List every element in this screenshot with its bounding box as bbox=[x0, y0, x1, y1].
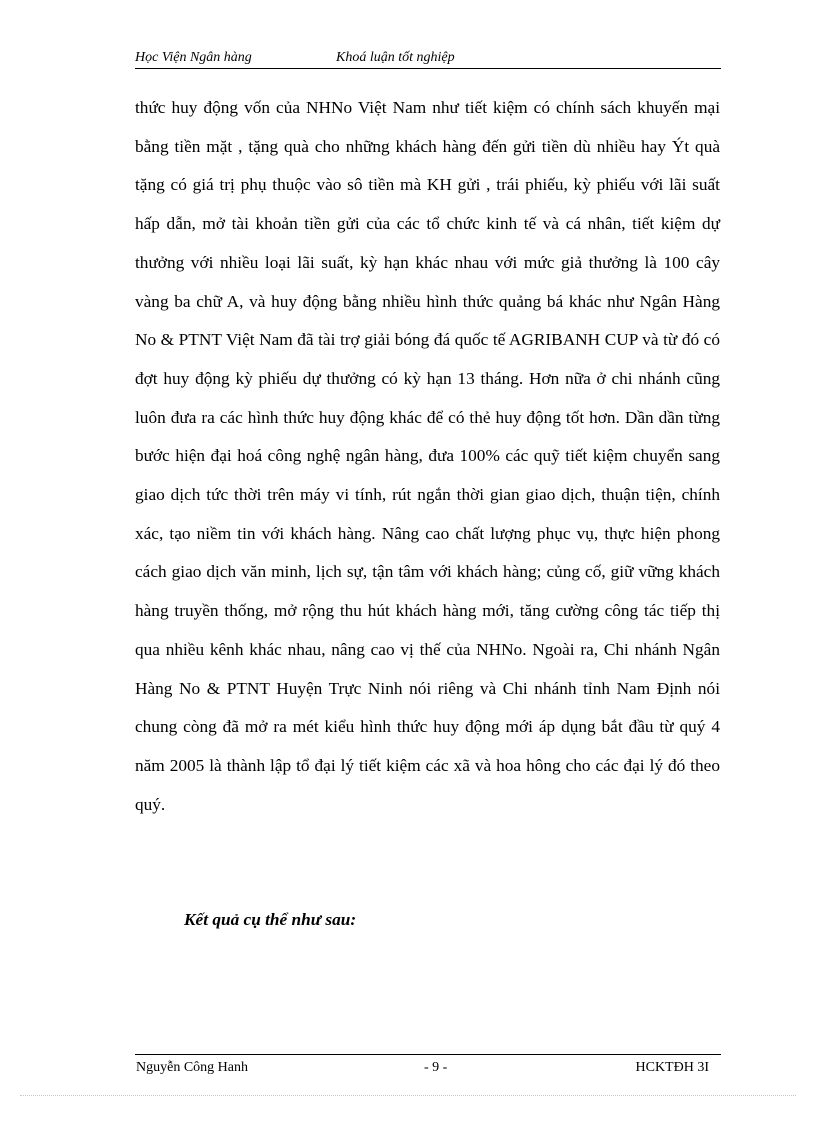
page-bottom-edge bbox=[20, 1095, 796, 1096]
footer-page-number: - 9 - bbox=[424, 1060, 448, 1075]
results-heading: Kết quả cụ thể như sau: bbox=[184, 910, 357, 929]
page-header bbox=[135, 49, 721, 69]
page-footer bbox=[135, 1054, 721, 1075]
header-school-name: Học Viện Ngân hàng bbox=[135, 50, 252, 65]
footer-author: Nguyễn Công Hanh bbox=[136, 1060, 248, 1075]
body-paragraph: thức huy động vốn của NHNo Việt Nam như tiết kiệm có chính sách khuyến mại bằng tiền mặt , tặng quà cho những khách hàng đến gửi tiền dù nhiều hay Ýt quà tặng có giá trị phụ thuộc vào sô tiền mà KH gửi , trái phiếu, kỳ phiếu với lãi suất hấp dẫn, mở tài khoản tiền gửi của các tổ chức kinh tế và cá nhân, tiết kiệm dự thưởng với nhiều loại lãi suất, kỳ hạn khác nhau với mức giả thưởng là 100 cây vàng ba chữ A, và huy động bằng nhiều hình thức quảng bá khác như Ngân Hàng No & PTNT Việt Nam đã tài trợ giải bóng đá quốc tế AGRIBANH CUP và từ đó có đợt huy động kỳ phiếu dự thưởng có kỳ hạn 13 tháng. Hơn nữa ở chi nhánh cũng luôn đưa ra các hình thức huy động khác để có thẻ huy động tốt hơn. Dần dần từng bước hiện đại hoá công nghệ ngân hàng, đưa 100% các quỹ tiết kiệm chuyển sang giao dịch tức thời trên máy vi tính, rút ngắn thời gian giao dịch, thuận tiện, chính xác, tạo niềm tin với khách hàng. Nâng cao chất lượng phục vụ, thực hiện phong cách giao dịch văn minh, lịch sự, tận tâm với khách hàng; củng cố, giữ vững khách hàng truyền thống, mở rộng thu hút khách hàng mới, tăng cường công tác tiếp thị qua nhiều kênh khác nhau, nâng cao vị thế của NHNo. Ngoài ra, Chi nhánh Ngân Hàng No & PTNT Huyện Trực Ninh nói riêng và Chi nhánh tỉnh Nam Định nói chung còng đã mở ra mét kiểu hình thức huy động mới áp dụng bắt đầu từ quý 4 năm 2005 là thành lập tổ đại lý tiết kiệm các xã và hoa hông cho các đại lý đó theo quý. bbox=[135, 98, 720, 814]
footer-class-code: HCKTĐH 3I bbox=[635, 1060, 709, 1075]
header-document-type: Khoá luận tốt nghiệp bbox=[336, 50, 455, 65]
